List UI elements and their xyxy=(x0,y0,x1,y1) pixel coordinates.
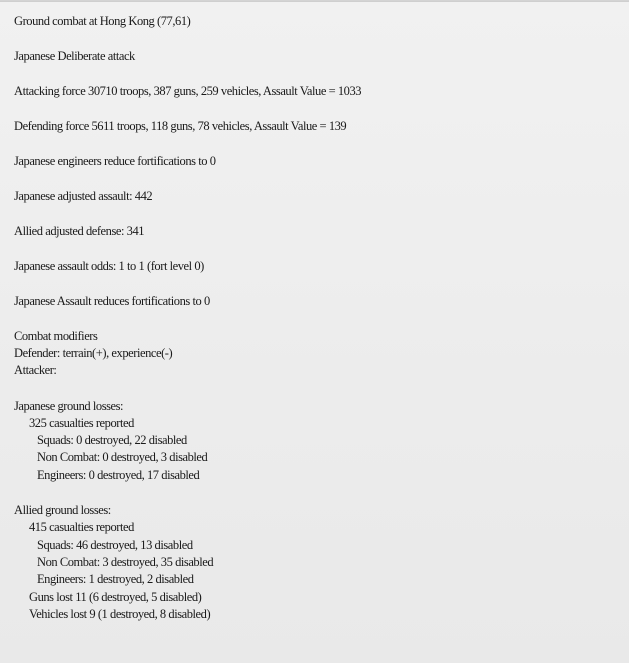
allied-vehicles-lost: Vehicles lost 9 (1 destroyed, 8 disabled) xyxy=(29,607,211,621)
allied-casualties: 415 casualties reported xyxy=(29,520,134,534)
japanese-squads: Squads: 0 destroyed, 22 disabled xyxy=(37,433,187,447)
allied-engineers: Engineers: 1 destroyed, 2 disabled xyxy=(37,572,194,586)
allied-non-combat: Non Combat: 3 destroyed, 35 disabled xyxy=(37,555,214,569)
attacker-modifiers: Attacker: xyxy=(14,363,57,377)
engineers-note: Japanese engineers reduce fortifications to 0 xyxy=(14,154,216,168)
japanese-engineers: Engineers: 0 destroyed, 17 disabled xyxy=(37,468,200,482)
assault-fort-note: Japanese Assault reduces fortifications to 0 xyxy=(14,294,210,308)
report-title: Ground combat at Hong Kong (77,61) xyxy=(14,14,191,28)
defender-modifiers: Defender: terrain(+), experience(-) xyxy=(14,346,173,360)
panel-top-border xyxy=(0,1,629,2)
defending-force: Defending force 5611 troops, 118 guns, 78 vehicles, Assault Value = 139 xyxy=(14,119,347,133)
japanese-non-combat: Non Combat: 0 destroyed, 3 disabled xyxy=(37,450,208,464)
japanese-casualties: 325 casualties reported xyxy=(29,416,134,430)
attack-type: Japanese Deliberate attack xyxy=(14,49,135,63)
allied-losses-header: Allied ground losses: xyxy=(14,503,111,517)
assault-odds: Japanese assault odds: 1 to 1 (fort level 0) xyxy=(14,259,204,273)
adjusted-defense: Allied adjusted defense: 341 xyxy=(14,224,145,238)
allied-squads: Squads: 46 destroyed, 13 disabled xyxy=(37,538,193,552)
adjusted-assault: Japanese adjusted assault: 442 xyxy=(14,189,153,203)
attacking-force: Attacking force 30710 troops, 387 guns, 259 vehicles, Assault Value = 1033 xyxy=(14,84,362,98)
modifiers-header: Combat modifiers xyxy=(14,329,98,343)
japanese-losses-header: Japanese ground losses: xyxy=(14,399,124,413)
allied-guns-lost: Guns lost 11 (6 destroyed, 5 disabled) xyxy=(29,590,202,604)
